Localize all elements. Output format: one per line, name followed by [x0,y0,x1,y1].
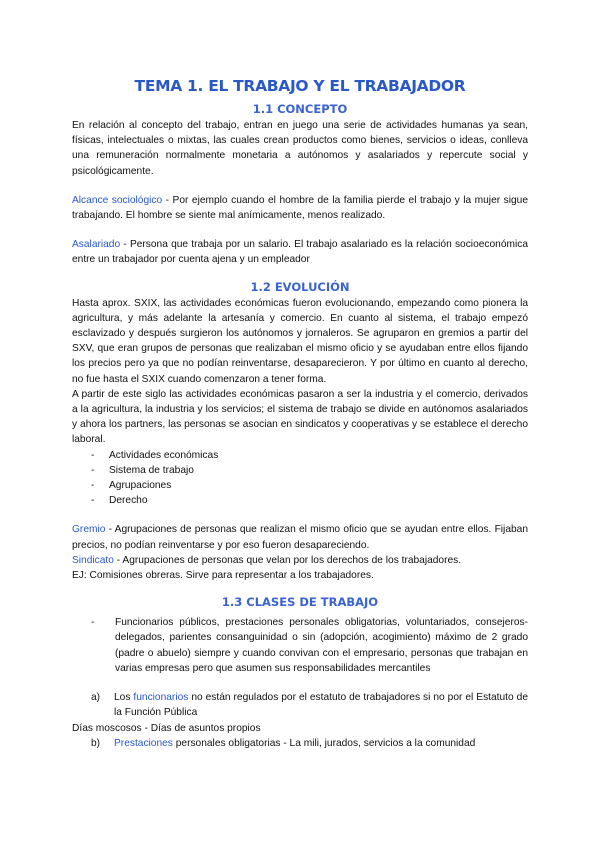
list-item: - Funcionarios públicos, prestaciones personales obligatorias, voluntariados, consejeros-delegados, parientes consanguinidad o sin (adopción, acogimiento) máximo de 2 grado (padre o abuelo) siempre y cuando convivan con el empresario, personas que trabajan en varias empresas pero que asumen sus responsabilidades mercantiles [91,615,528,676]
clases-alpha-list [72,690,528,720]
list-item: - Actividades económicas [91,448,528,463]
gremio-text: - Agrupaciones de personas que realizan el mismo oficio que se ayudan entre ellos. Fijaban precios, no podían reinventarse y por eso fueron desapareciendo. [72,524,528,551]
alpha-a-pre: Los [114,692,134,704]
alpha-item-a [72,690,528,720]
alpha-label-a: a) [91,692,101,704]
asalariado-paragraph [72,237,528,267]
funcionarios-term: funcionarios [133,692,189,704]
asalariado-text: - Persona que trabaja por un salario. El trabajo asalariado es la relación socioeconómica entre un trabajador por cuenta ajena y un empleador [72,239,528,266]
alpha-label-b: b) [91,737,101,749]
alcance-term: Alcance sociológico [72,194,163,206]
asalariado-term: Asalariado [72,239,121,251]
section-heading-concepto: 1.1 CONCEPTO [252,102,348,116]
prestaciones-term: Prestaciones [114,737,173,749]
sindicato-paragraph [72,553,528,568]
clases-list [72,615,528,676]
evolucion-paragraph-1: Hasta aprox. SXIX, las actividades económicas fueron evolucionando, empezando como pionera la agricultura, y más adelante la artesanía y comercio. En cuanto al sistema, el trabajo empezó esclavizado y después surgieron los autónomos y jornaleros. Se agruparon en gremios a partir del SXV, que eran grupos de personas que realizaban el mismo oficio y se ayudaban entre ellos fijando los precios pero ya que no podían reinventarse, desaparecieron. Y por último en cuanto al derecho, no fue hasta el SXIX cuando comenzaron a tener forma. [72,297,528,385]
alpha-a-text: no están regulados por el estatuto de trabajadores si no por el Estatuto de la Función Pública [114,692,528,719]
list-item: - Derecho [91,493,528,508]
gremio-paragraph [72,522,528,552]
ejemplo-paragraph: EJ: Comisiones obreras. Sirve para representar a los trabajadores. [72,570,374,582]
alpha-b-text: personales obligatorias - La mili, jurados, servicios a la comunidad [172,737,476,749]
evolucion-paragraph-2: A partir de este siglo las actividades económicas pasaron a ser la industria y el comercio, derivados a la agricultura, la industria y los servicios; el sistema de trabajo se divide en autónomos asalariados y ahora los partners, las personas se asocian en sindicatos y cooperativas y se establece el derecho laboral. [72,388,528,446]
section-heading-clases: 1.3 CLASES DE TRABAJO [221,595,379,610]
sindicato-term: Sindicato [72,554,114,566]
dias-moscosos-line: Días moscosos - Días de asuntos propios [72,722,261,734]
alpha-item-b [72,736,528,751]
evolucion-list [72,448,528,509]
page-title: TEMA 1. EL TRABAJO Y EL TRABAJADOR [134,77,466,95]
gremio-term: Gremio [72,524,106,536]
sindicato-text: - Agrupaciones de personas que velan por los derechos de los trabajadores. [113,554,462,566]
concepto-paragraph: En relación al concepto del trabajo, entran en juego una serie de actividades humanas ya sean, físicas, intelectuales o mixtas, las cuales crean productos como bienes, servicios o ideas, conlleva una remuneración normalmente monetaria a autónomos y asalariados y repercute social y psicológicamente. [72,120,528,177]
section-heading-evolucion: 1.2 EVOLUCIÓN [250,279,350,294]
list-item: - Sistema de trabajo [91,463,528,478]
document-content [72,76,528,751]
alcance-text: - Por ejemplo cuando el hombre de la familia pierde el trabajo y la mujer sigue trabajando. El hombre se siente mal anímicamente, menos realizado. [72,194,528,222]
list-item: - Agrupaciones [91,478,528,493]
alcance-paragraph [72,193,528,223]
